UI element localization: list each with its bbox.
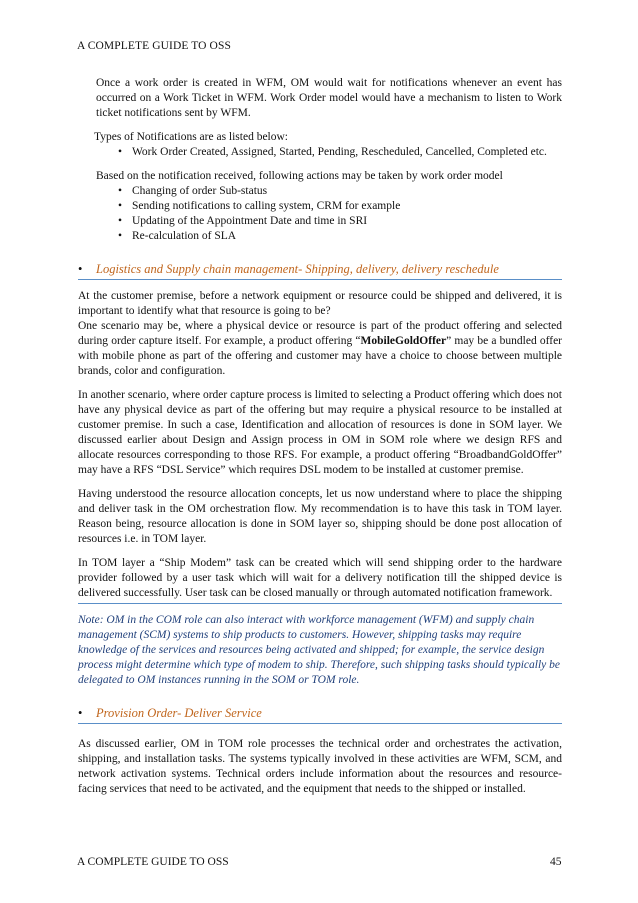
page-content [78,76,562,797]
provision-heading: • Provision Order- Deliver Service [78,706,262,720]
logistics-note: Note: OM in the COM role can also interact with workforce management (WFM) and supply chain management (SCM) systems to ship products to customers. However, shipping tasks may require knowledge of the services and resources being activated and shipped; for example, the service design process might determine which type of modem to ship. Therefore, such shipping tasks should typically be delegated to OM instances running in the SOM or TOM role. [78,614,560,686]
page-footer: A COMPLETE GUIDE TO OSS [77,856,229,868]
logistics-heading: • Logistics and Supply chain management- Shipping, delivery, delivery reschedule [78,262,499,276]
logistics-paragraph-5: In TOM layer a “Ship Modem” task can be created which will send shipping order to the hardware provider followed by a user task which will wait for a delivery notification till the shipped device is delivered successfully. User task can be closed manually or through automated notification framework. [78,557,562,599]
bullet-icon: • [78,706,83,720]
logistics-paragraph-4: Having understood the resource allocation concepts, let us now understand where to place the shipping and deliver task in the OM orchestration flow. My recommendation is to have this task in TOM layer. Reason being, resource allocation is done in SOM layer so, shipping should be done post allocation of resources i.e. in TOM layer. [78,488,562,545]
logistics-paragraph-1: At the customer premise, before a network equipment or resource could be shipped and delivered, it is important to identify what that resource is going to be? [78,290,562,317]
bullet-icon: • [78,262,83,276]
intro-paragraph: Once a work order is created in WFM, OM would wait for notifications whenever an event has occurred on a Work Ticket in WFM. Work Order model would have a mechanism to listen to Work ticket notifications sent by WFM. [96,77,562,119]
page-header: A COMPLETE GUIDE TO OSS [77,40,231,52]
bullet-icon: • [118,185,123,197]
bullet-icon: • [118,215,123,227]
actions-label: Based on the notification received, following actions may be taken by work order model [96,170,503,182]
notification-types-list [78,145,562,160]
page-number: 45 [550,856,562,868]
list-item: • Work Order Created, Assigned, Started, Pending, Rescheduled, Cancelled, Completed etc. [118,146,547,158]
logistics-paragraph-2: One scenario may be, where a physical device or resource is part of the product offering and selected during order capture itself. For example, a product offering “MobileGoldOffer” may be a bundled offer with mobile phone as part of the offering and customer may have a choice to choose between multiple brands, color and configuration. [78,320,563,377]
list-item: • Changing of order Sub-status [118,185,268,197]
provision-paragraph-1: As discussed earlier, OM in TOM role processes the technical order and orchestrates the activation, shipping, and installation tasks. The systems typically involved in these activities are WFM, SCM, and network activation systems. Technical orders include information about the resources and resource-facing services that need to be activated, and the equipment that needs to the shipped or installed. [78,738,562,795]
list-item: • Re-calculation of SLA [118,230,237,242]
bullet-icon: • [118,230,123,242]
bullet-icon: • [118,200,123,212]
notification-types-label: Types of Notifications are as listed below: [94,131,289,143]
list-item: • Sending notifications to calling system, CRM for example [118,200,401,212]
logistics-paragraph-3: In another scenario, where order capture process is limited to selecting a Product offering which does not have any physical device as part of the offering but may require a physical resource to be installed at customer premise. In such a case, Identification and allocation of resources is done in SOM layer. We discussed earlier about Design and Assign process in OM in SOM role where we design RFS and allocate resources corresponding to those RFS. For example, a product offering “BroadbandGoldOffer” may have a RFS “DSL Service” which requires DSL modem to be installed at customer premise. [78,389,562,476]
list-item: • Updating of the Appointment Date and time in SRI [118,215,368,227]
actions-list [78,184,562,244]
bullet-icon: • [118,146,123,158]
offer-name: MobileGoldOffer [360,335,447,347]
